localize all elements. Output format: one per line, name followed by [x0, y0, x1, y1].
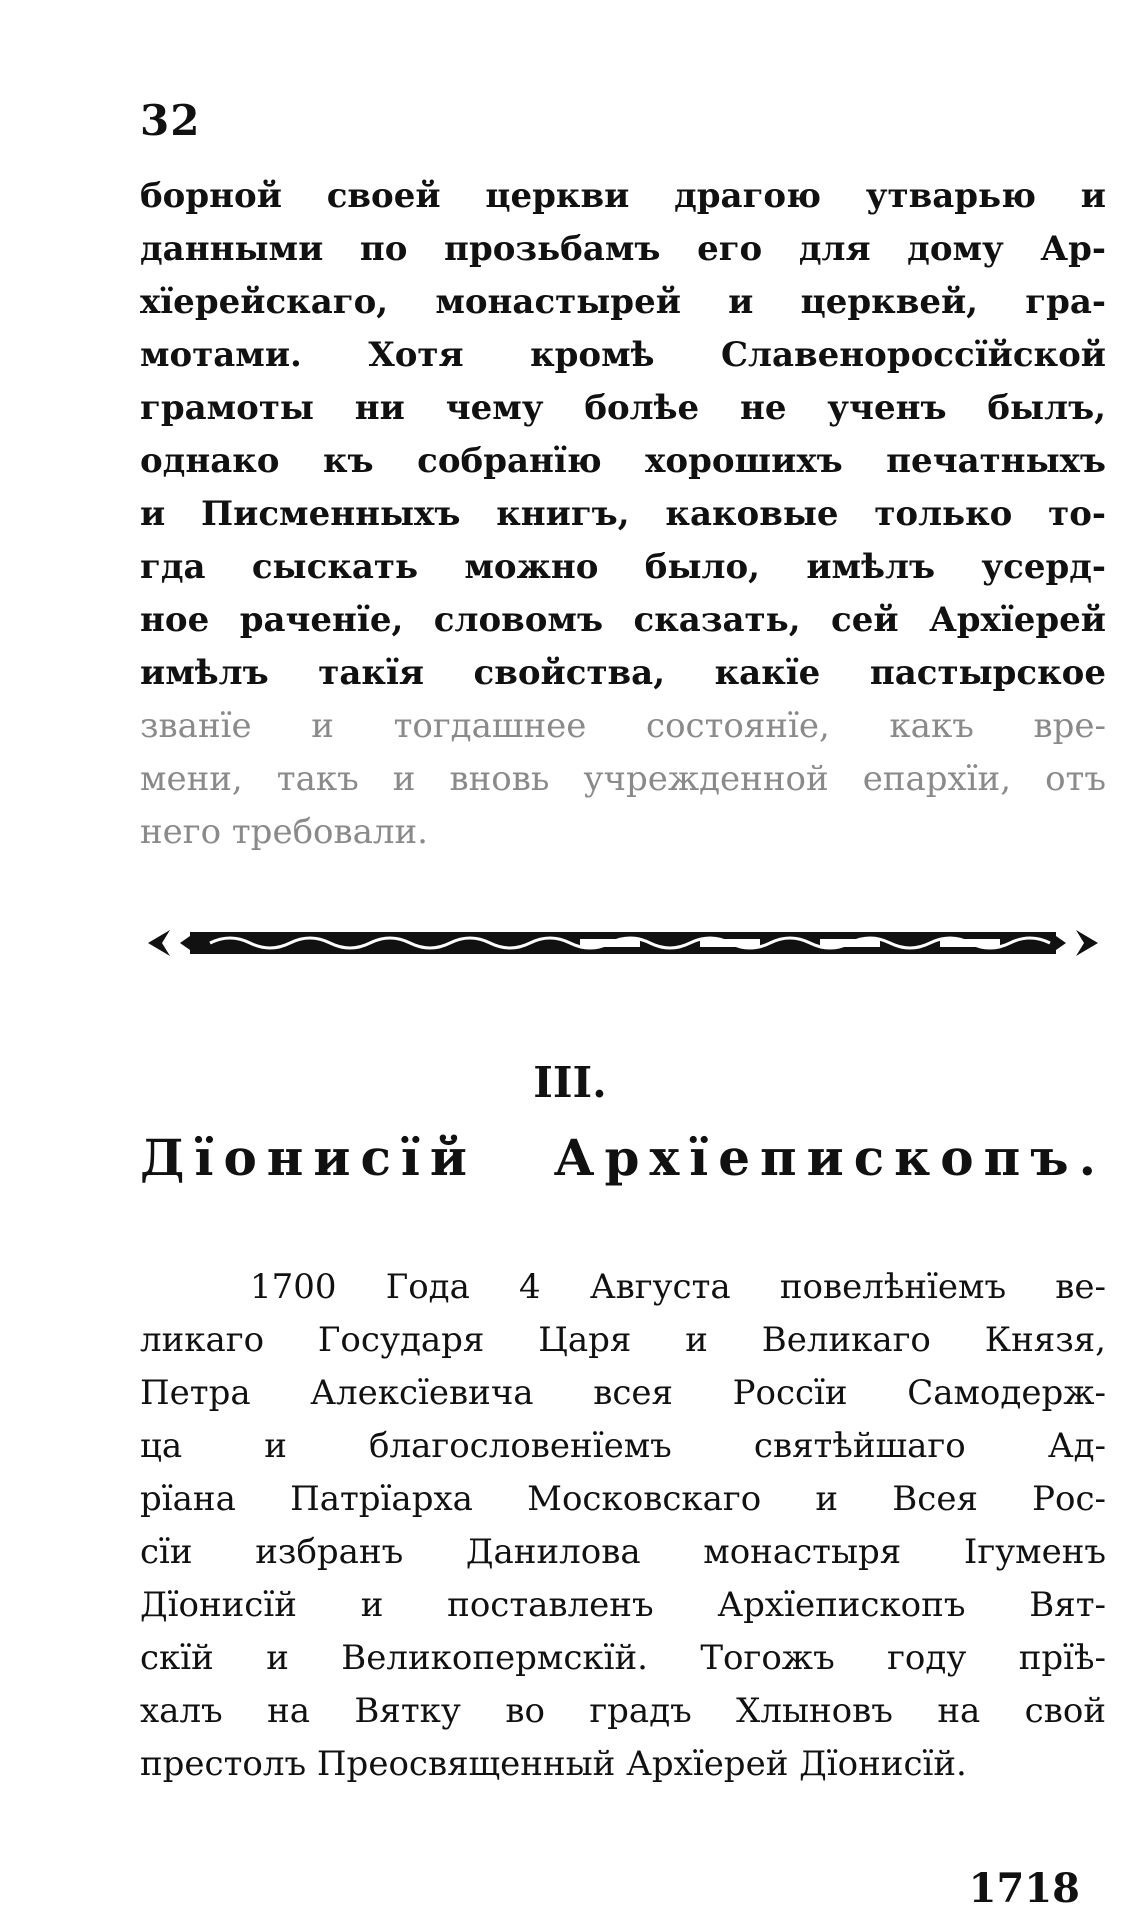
text-line: однако къ собранїю хорошихъ печатныхъ — [140, 441, 1106, 481]
text-line: хїерейскаго, монастырей и церквей, гра- — [140, 282, 1106, 322]
text-line: данными по прозьбамъ его для дому Ар- — [140, 229, 1106, 269]
text-line: борной своей церкви драгою утварью и — [140, 176, 1106, 216]
text-line-faded: него требовали. — [140, 812, 428, 852]
text-line: халъ на Вятку во градъ Хлыновъ на свой — [140, 1691, 1106, 1731]
text-line: и Писменныхъ книгъ, каковые только то- — [140, 494, 1106, 534]
text-line: престолъ Преосвященный Архїерей Дїонисїй. — [140, 1744, 967, 1784]
text-line: скїй и Великопермскїй. Тогожъ году прїѣ- — [140, 1638, 1106, 1678]
text-line: рїана Патрїарха Московскаго и Всея Рос- — [140, 1479, 1106, 1519]
text-line: ца и благословенїемъ святѣйшаго Ад- — [140, 1426, 1106, 1466]
text-line: гда сыскать можно было, имѣлъ усерд- — [140, 547, 1106, 587]
text-line: ное раченїе, словомъ сказать, сей Архїерей — [140, 600, 1106, 640]
chapter-title: Дїонисїй Архїепископъ. — [140, 1128, 1106, 1187]
chapter-number: III. — [533, 1058, 607, 1107]
text-line: Петра Алексїевича всея Россїи Самодерж- — [140, 1373, 1106, 1413]
text-line-faded: мени, такъ и вновь учрежденной епархїи, отъ — [140, 759, 1106, 799]
text-line-faded: званїе и тогдашнее состоянїе, какъ вре- — [140, 706, 1106, 746]
text-line: грамоты ни чему болѣе не ученъ былъ, — [140, 388, 1106, 428]
text-line: сїи избранъ Данилова монастыря Ігуменъ — [140, 1532, 1106, 1572]
catchword: 1718 — [968, 1865, 1080, 1912]
text-line: имѣлъ такїя свойства, какїе пастырское — [140, 653, 1106, 693]
text-line: мотами. Хотя кромѣ Славенороссїйской — [140, 335, 1106, 375]
paragraph-previous-chapter — [140, 170, 1106, 859]
ornament-divider-icon — [140, 918, 1106, 968]
paragraph-chapter-body — [140, 1261, 1106, 1791]
page-number: 32 — [140, 96, 201, 145]
text-line: 1700 Года 4 Августа повелѣнїемъ ве- — [250, 1267, 1106, 1307]
text-line: ликаго Государя Царя и Великаго Князя, — [140, 1320, 1106, 1360]
text-line: Дїонисїй и поставленъ Архїепископъ Вят- — [140, 1585, 1106, 1625]
